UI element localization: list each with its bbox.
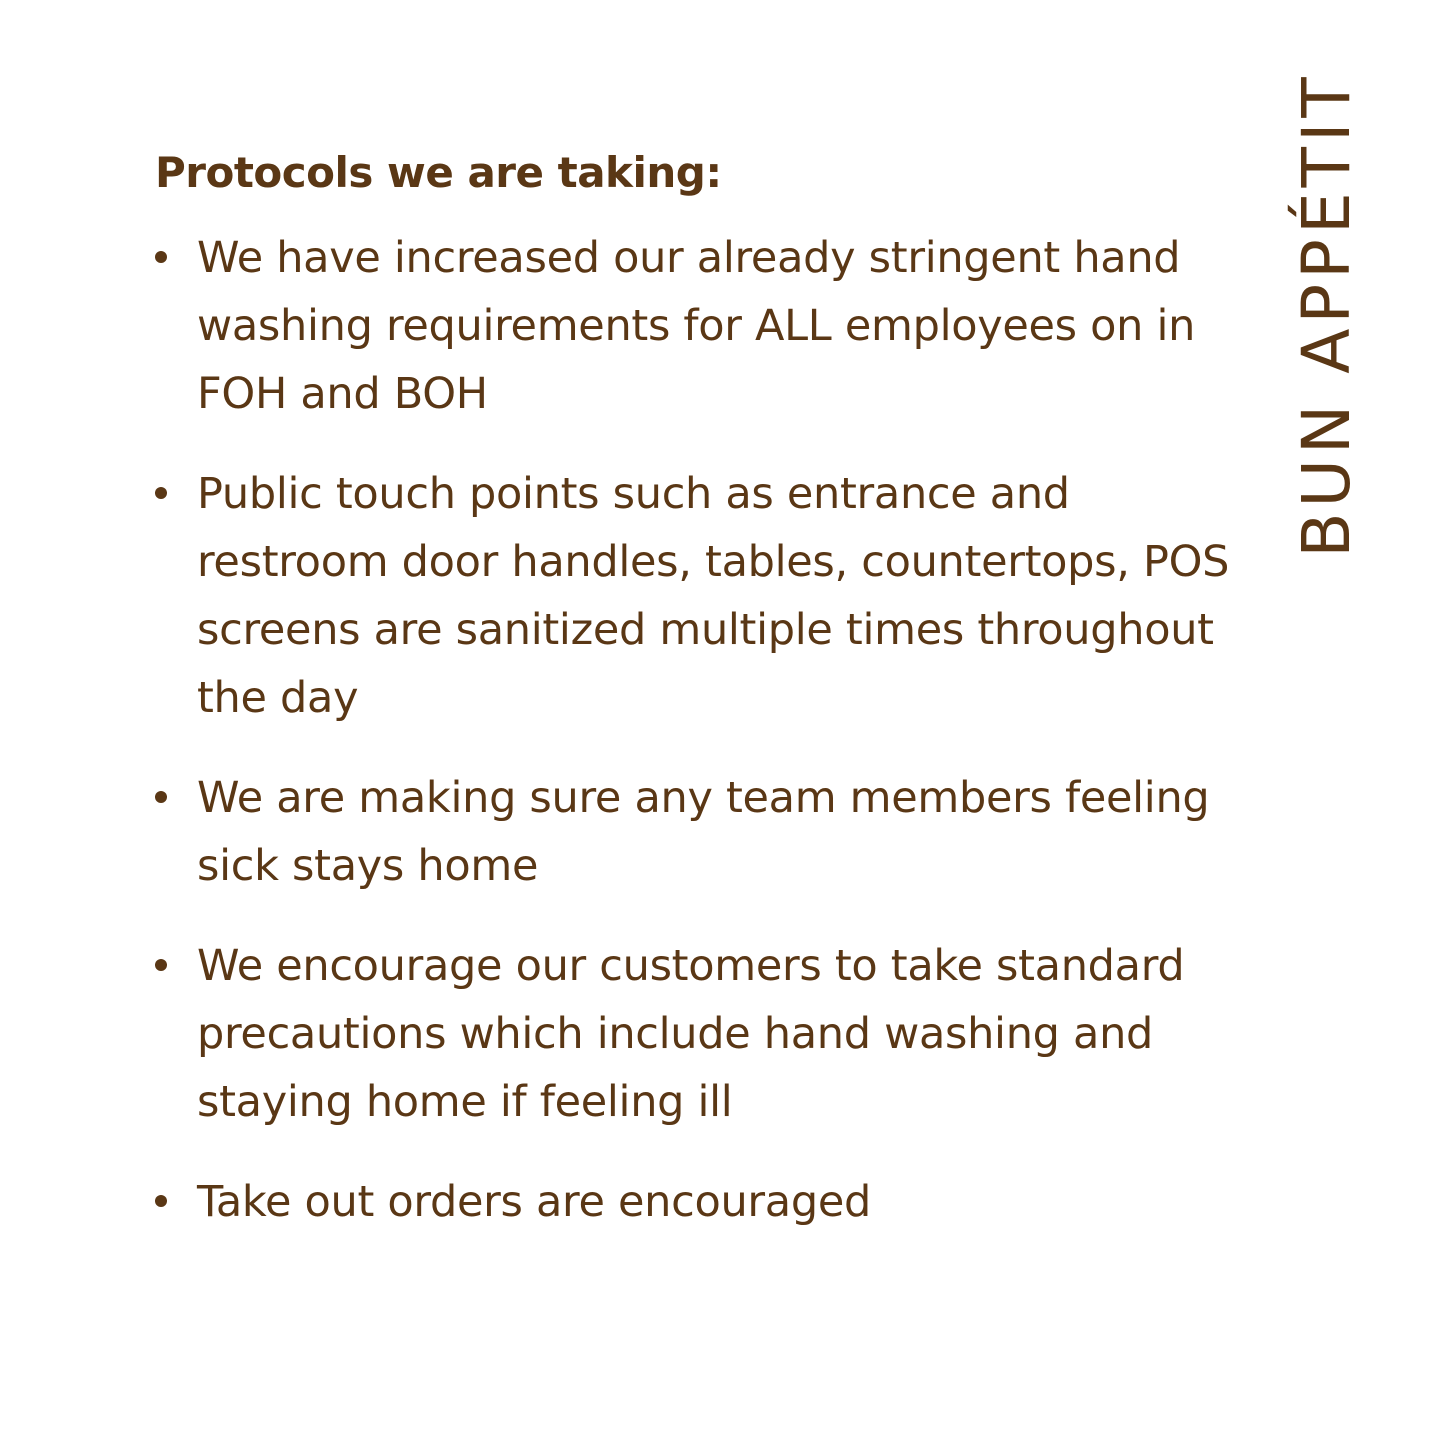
protocol-item-take-out — [155, 1168, 1235, 1236]
bullet-dot-icon — [155, 791, 167, 803]
protocol-item-touch-points — [155, 460, 1235, 732]
bullet-dot-icon — [155, 959, 167, 971]
protocol-item-hand-washing — [155, 224, 1235, 428]
protocol-list — [155, 224, 1235, 1236]
protocol-text: We have increased our already stringent hand washing requirements for ALL employees on in FOH and BOH — [197, 233, 1196, 420]
bullet-dot-icon — [155, 251, 167, 263]
protocol-text: We encourage our customers to take standard precautions which include hand washing and staying home if feeling ill — [197, 941, 1185, 1128]
brand-wordmark: BUN APPÉTIT — [1288, 72, 1365, 558]
protocols-section — [155, 148, 1235, 1268]
protocol-text: We are making sure any team members feeling sick stays home — [197, 773, 1210, 892]
protocol-item-sick-staff — [155, 764, 1235, 900]
protocol-item-customer-precautions — [155, 932, 1235, 1136]
protocols-heading: Protocols we are taking: — [155, 148, 722, 197]
protocol-text: Take out orders are encouraged — [197, 1177, 872, 1228]
bullet-dot-icon — [155, 487, 167, 499]
protocol-text: Public touch points such as entrance and restroom door handles, tables, countertops, POS screens are sanitized multiple times throughout the day — [197, 469, 1230, 724]
bullet-dot-icon — [155, 1195, 167, 1207]
